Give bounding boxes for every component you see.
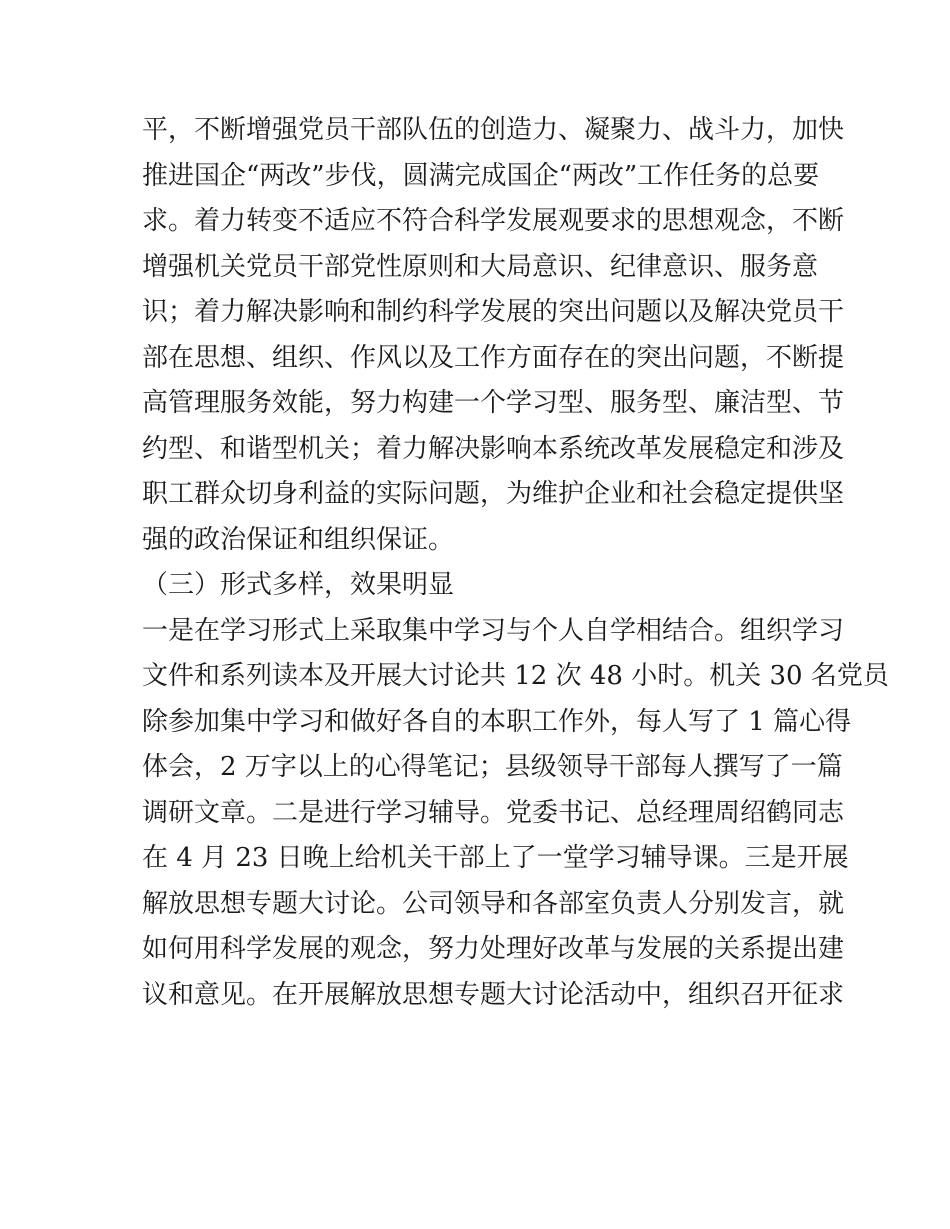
section-heading: （三）形式多样，效果明显 — [142, 570, 455, 600]
body-line: 议和意见。在开展解放思想专题大讨论活动中，组织召开征求 — [142, 979, 845, 1010]
body-line: 在 4 月 23 日晚上给机关干部上了一堂学习辅导课。三是开展 — [142, 843, 849, 873]
body-line: 除参加集中学习和做好各自的本职工作外，每人写了 1 篇心得 — [142, 706, 852, 737]
body-line: 体会，2 万字以上的心得笔记；县级领导干部每人撰写了一篇 — [142, 752, 843, 782]
body-line: 一是在学习形式上采取集中学习与个人自学相结合。组织学习 — [142, 615, 845, 646]
body-line: 推进国企“两改”步伐，圆满完成国企“两改”工作任务的总要 — [142, 160, 820, 191]
document-body — [142, 108, 889, 1018]
body-line: 职工群众切身利益的实际问题，为维护企业和社会稳定提供坚 — [142, 479, 845, 509]
body-line: 求。着力转变不适应不符合科学发展观要求的思想观念，不断 — [142, 206, 845, 236]
body-line: 增强机关党员干部党性原则和大局意识、纪律意识、服务意 — [142, 251, 819, 282]
body-line: 约型、和谐型机关；着力解决影响本系统改革发展稳定和涉及 — [142, 433, 845, 464]
body-line: 调研文章。二是进行学习辅导。党委书记、总经理周绍鹤同志 — [142, 797, 845, 828]
body-line: 强的政治保证和组织保证。 — [142, 524, 455, 555]
body-line: 部在思想、组织、作风以及工作方面存在的突出问题，不断提 — [142, 342, 845, 373]
body-line: 解放思想专题大讨论。公司领导和各部室负责人分别发言，就 — [142, 888, 845, 919]
body-line: 文件和系列读本及开展大讨论共 12 次 48 小时。机关 30 名党员 — [142, 661, 889, 691]
body-line: 平，不断增强党员干部队伍的创造力、凝聚力、战斗力，加快 — [142, 115, 845, 145]
body-line: 如何用科学发展的观念，努力处理好改革与发展的关系提出建 — [142, 934, 845, 964]
body-line: 识；着力解决影响和制约科学发展的突出问题以及解决党员干 — [142, 297, 845, 327]
body-line: 高管理服务效能，努力构建一个学习型、服务型、廉洁型、节 — [142, 388, 845, 418]
